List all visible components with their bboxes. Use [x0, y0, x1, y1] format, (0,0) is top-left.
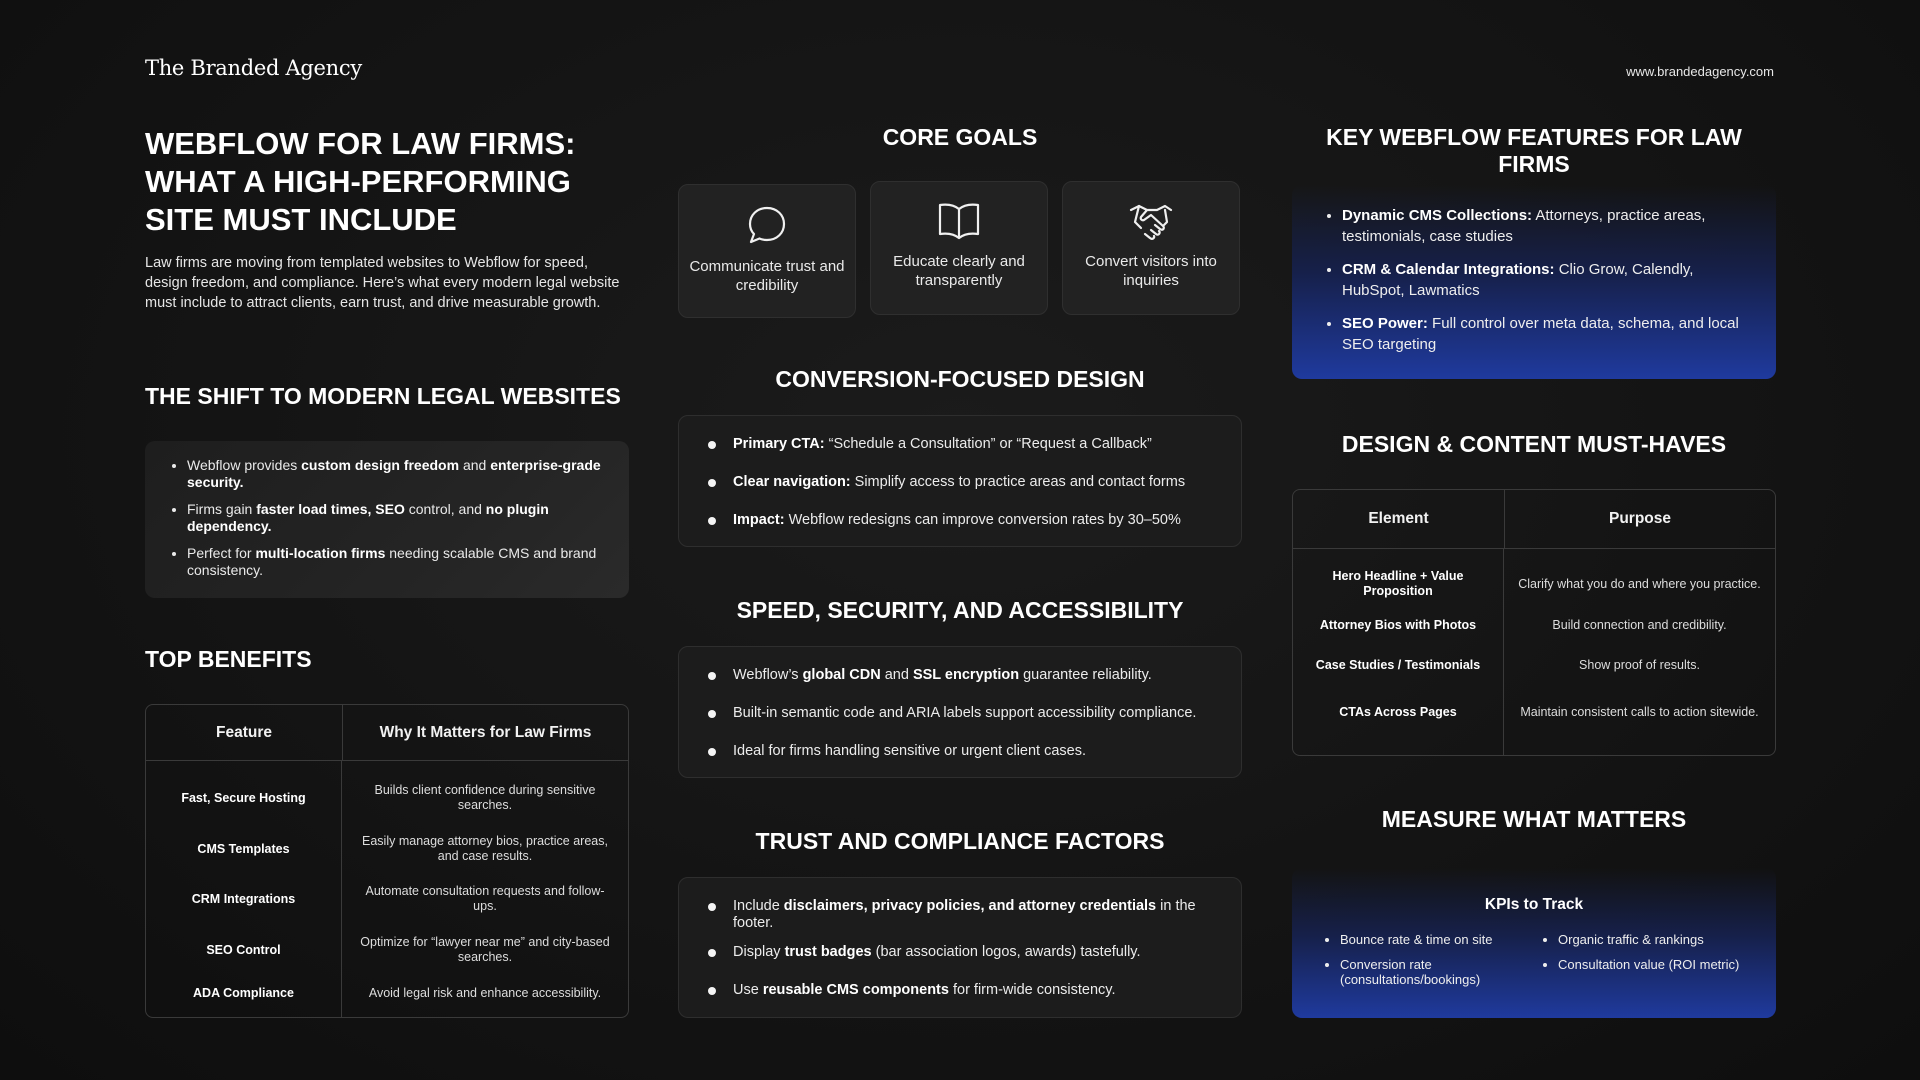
feature-item: • SEO Power: Full control over meta data, schema, and local SEO targeting [1342, 313, 1740, 355]
trust-item: Use reusable CMS components for firm-wide consistency. [679, 982, 1201, 999]
must-haves-header-element: Element [1293, 490, 1505, 548]
trust-list [679, 898, 1201, 999]
kpi-item: • Conversion rate (consultations/bookings) [1340, 957, 1538, 987]
speed-section-title: SPEED, SECURITY, AND ACCESSIBILITY [736, 597, 1184, 623]
must-have-element-cell: Case Studies / Testimonials [1315, 658, 1481, 672]
conversion-item: Impact: Webflow redesigns can improve conversion rates by 30–50% [679, 512, 1241, 529]
benefits-section-title: TOP BENEFITS [145, 646, 312, 672]
must-have-purpose-cell: Build connection and credibility. [1552, 617, 1727, 632]
benefits-table [145, 704, 629, 1018]
conversion-section-title: CONVERSION-FOCUSED DESIGN [775, 366, 1145, 392]
kpi-item: • Organic traffic & rankings [1558, 932, 1739, 947]
must-have-element-cell: Hero Headline + Value Proposition [1332, 569, 1464, 598]
shift-item: • Firms gain faster load times, SEO control, and no plugin dependency. [187, 501, 611, 535]
website-url: www.brandedagency.com [1626, 64, 1774, 79]
benefit-why-cell: Builds client confidence during sensitive searches. [374, 783, 596, 812]
speed-item: Webflow’s global CDN and SSL encryption guarantee reliability. [679, 667, 1241, 684]
handshake-icon [1127, 200, 1175, 242]
trust-section-title: TRUST AND COMPLIANCE FACTORS [755, 828, 1165, 854]
open-book-icon [936, 200, 982, 242]
benefit-feature-cell: CRM Integrations [191, 892, 296, 906]
shift-section-title: THE SHIFT TO MODERN LEGAL WEBSITES [145, 383, 621, 409]
benefit-why-cell: Avoid legal risk and enhance accessibility. [368, 985, 602, 1000]
conversion-item: Primary CTA: “Schedule a Consultation” or “Request a Callback” [679, 436, 1241, 453]
benefit-feature-cell: SEO Control [206, 942, 281, 957]
benefit-feature-cell: Fast, Secure Hosting [181, 791, 306, 805]
goal-label: Educate clearly and transparently [893, 253, 1025, 289]
chat-bubble-icon [745, 203, 789, 247]
feature-item: • CRM & Calendar Integrations: Clio Grow, Calendly, HubSpot, Lawmatics [1342, 259, 1740, 301]
speed-card [678, 646, 1242, 778]
goal-label: Communicate trust and credibility [689, 258, 845, 294]
speed-list [679, 667, 1241, 760]
conversion-card [678, 415, 1242, 547]
conversion-item: Clear navigation: Simplify access to practice areas and contact forms [679, 474, 1241, 491]
features-list [1292, 205, 1776, 355]
goal-label: Convert visitors into inquiries [1085, 253, 1217, 289]
shift-item: • Webflow provides custom design freedom and enterprise-grade security. [187, 457, 611, 491]
benefits-header-why: Why It Matters for Law Firms [379, 723, 592, 741]
must-have-element-cell: CTAs Across Pages [1339, 705, 1457, 719]
brand-logo: The Branded Agency [145, 56, 362, 80]
speed-item: Built-in semantic code and ARIA labels support accessibility compliance. [679, 705, 1241, 722]
goal-card-educate [870, 181, 1048, 315]
must-haves-section-title: DESIGN & CONTENT MUST-HAVES [1341, 431, 1727, 457]
benefit-why-cell: Easily manage attorney bios, practice areas, and case results. [362, 833, 608, 863]
kpi-list-left [1320, 932, 1538, 997]
feature-item: • Dynamic CMS Collections: Attorneys, practice areas, testimonials, case studies [1342, 205, 1740, 247]
must-haves-header-purpose: Purpose [1608, 510, 1671, 527]
must-haves-table-header [1293, 490, 1775, 549]
benefit-feature-cell: CMS Templates [197, 841, 290, 856]
conversion-list [679, 436, 1241, 529]
goal-card-convert [1062, 181, 1240, 315]
measure-section-title: MEASURE WHAT MATTERS [1381, 806, 1687, 832]
goal-card-trust [678, 184, 856, 318]
shift-card [145, 441, 629, 598]
features-panel [1292, 185, 1776, 379]
must-have-purpose-cell: Clarify what you do and where you practice. [1518, 576, 1761, 591]
speed-item: Ideal for firms handling sensitive or urgent client cases. [679, 743, 1241, 760]
kpi-list-right [1538, 932, 1739, 997]
shift-list [167, 457, 611, 579]
core-goals-title: CORE GOALS [882, 124, 1038, 150]
benefits-header-feature: Feature [146, 705, 343, 760]
benefits-table-header [146, 705, 628, 761]
kpi-item: • Consultation value (ROI metric) [1558, 957, 1739, 972]
benefit-feature-cell: ADA Compliance [193, 986, 294, 1000]
shift-item: • Perfect for multi-location firms needing scalable CMS and brand consistency. [187, 545, 611, 579]
must-have-purpose-cell: Show proof of results. [1579, 657, 1700, 672]
intro-paragraph: Law firms are moving from templated websites to Webflow for speed, design freedom, and compliance. Here’s what every modern legal website must include to attract clients, earn trust, and drive measurable growth. [145, 255, 620, 311]
kpi-title: KPIs to Track [1484, 896, 1584, 913]
benefit-why-cell: Automate consultation requests and follow-ups. [365, 884, 605, 913]
must-have-purpose-cell: Maintain consistent calls to action sitewide. [1520, 704, 1759, 719]
kpi-item: • Bounce rate & time on site [1340, 932, 1538, 947]
benefit-why-cell: Optimize for “lawyer near me” and city-based searches. [360, 934, 610, 964]
trust-card [678, 877, 1242, 1018]
trust-item: Display trust badges (bar association logos, awards) tastefully. [679, 944, 1201, 961]
kpi-panel [1292, 868, 1776, 1018]
page-title: WEBFLOW FOR LAW FIRMS: WHAT A HIGH-PERFORMING SITE MUST INCLUDE [145, 126, 576, 237]
trust-item: Include disclaimers, privacy policies, and attorney credentials in the footer. [679, 898, 1201, 932]
features-section-title: KEY WEBFLOW FEATURES FOR LAW FIRMS [1326, 124, 1742, 177]
must-have-element-cell: Attorney Bios with Photos [1319, 618, 1477, 632]
must-haves-table [1292, 489, 1776, 756]
